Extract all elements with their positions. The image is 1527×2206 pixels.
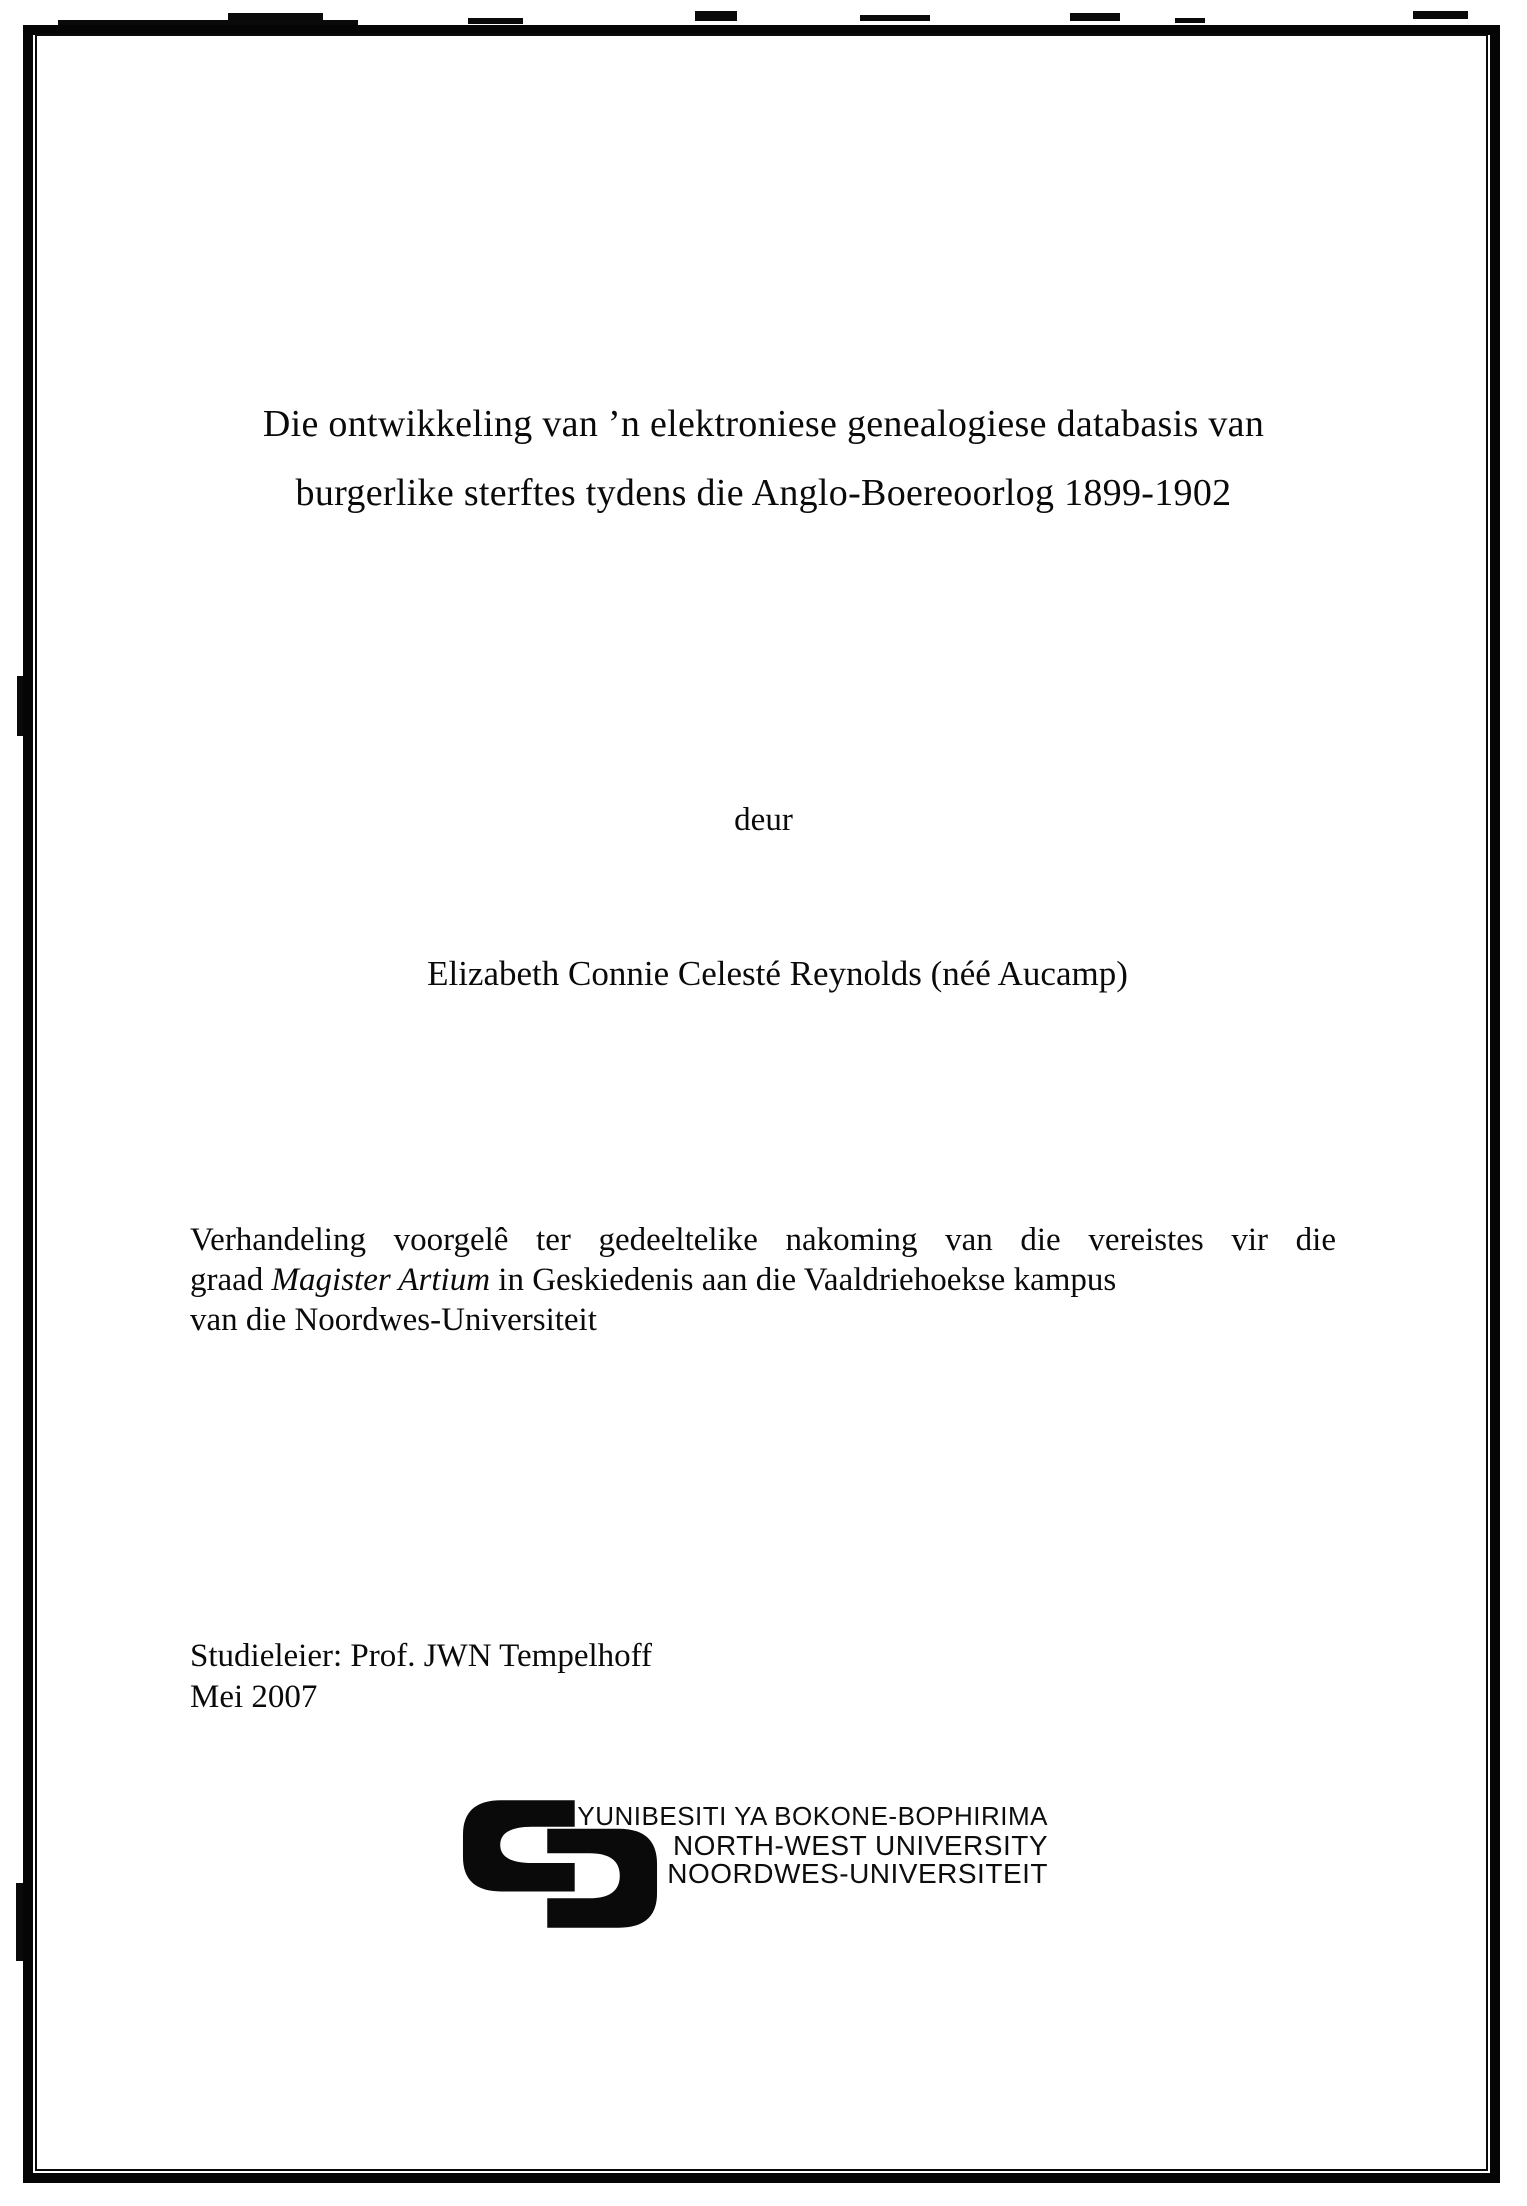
statement-line-3: van die Noordwes-Universiteit — [190, 1302, 597, 1338]
author-name: Elizabeth Connie Celesté Reynolds (néé Aucamp) — [427, 954, 1128, 993]
statement-line-1: Verhandeling voorgelê ter gedeeltelike nakoming van die vereistes vir die — [190, 1222, 1336, 1258]
scan-artifact — [228, 13, 323, 21]
degree-statement — [190, 1220, 1336, 1340]
logo-text-setswana: YUNIBESITI YA BOKONE-BOPHIRIMA — [577, 1801, 1048, 1831]
statement-line-2-post: in Geskiedenis aan die Vaaldriehoekse kampus — [490, 1262, 1117, 1298]
statement-line-2-pre: graad — [190, 1262, 272, 1298]
date-line: Mei 2007 — [190, 1679, 318, 1715]
scan-artifact — [695, 11, 737, 21]
statement-line-2 — [190, 1260, 1336, 1300]
logo-text-english: NORTH-WEST UNIVERSITY — [672, 1830, 1048, 1861]
supervisor-line: Studieleier: Prof. JWN Tempelhoff — [190, 1638, 653, 1674]
supervisor-block — [190, 1636, 652, 1718]
title-line-2: burgerlike sterftes tydens die Anglo-Boereoorlog 1899-1902 — [295, 472, 1232, 514]
scan-artifact — [468, 18, 523, 24]
logo-text-afrikaans: NOORDWES-UNIVERSITEIT — [667, 1858, 1048, 1889]
scan-artifact — [860, 15, 930, 21]
title-line-1: Die ontwikkeling van ’n elektroniese genealogiese databasis van — [262, 403, 1265, 445]
byline: deur — [734, 802, 793, 838]
degree-name: Magister Artium — [271, 1262, 491, 1298]
scan-artifact — [1175, 18, 1205, 23]
scan-artifact — [1413, 11, 1468, 19]
thesis-title — [0, 390, 1527, 528]
scan-artifact — [1070, 13, 1120, 21]
